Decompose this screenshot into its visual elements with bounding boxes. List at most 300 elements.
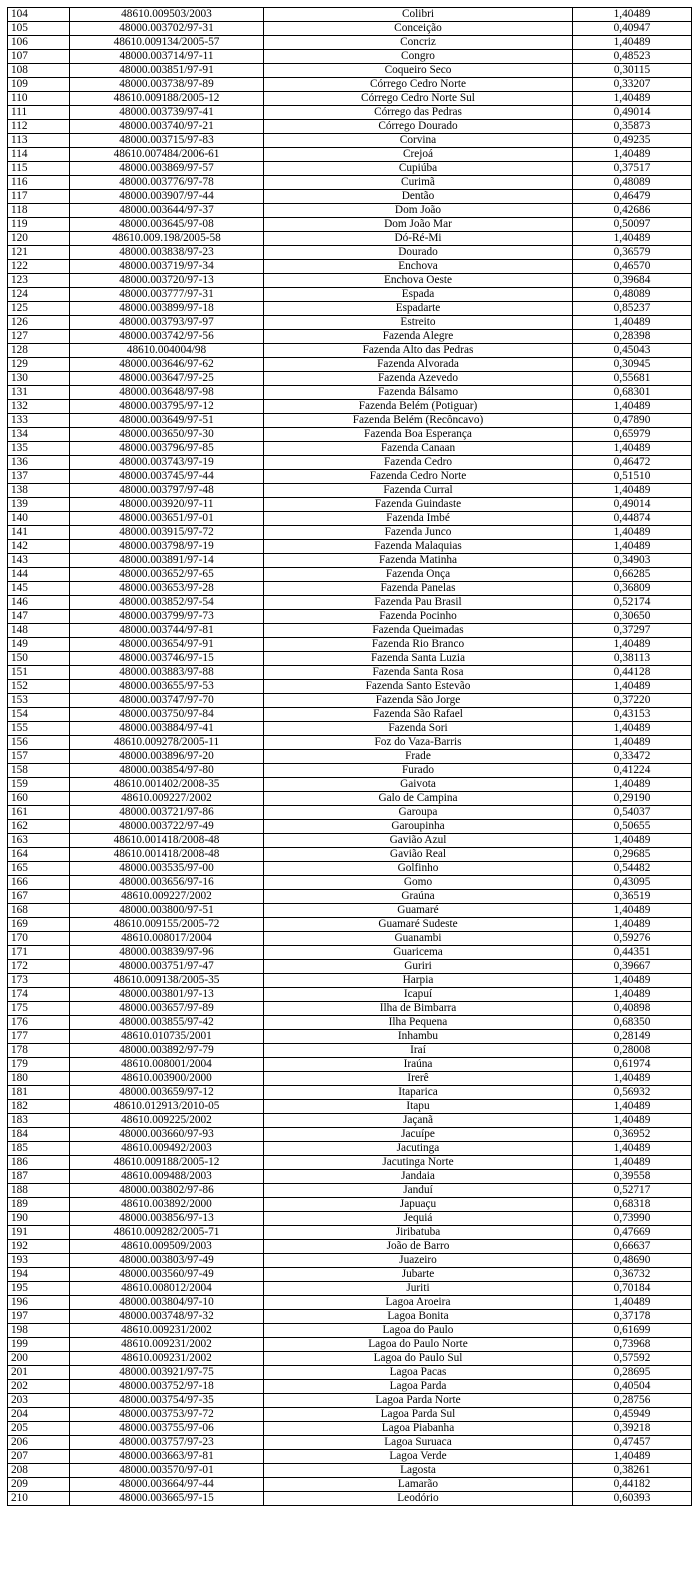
value-cell: 0,36732 [573, 1268, 692, 1282]
table-row [8, 1086, 692, 1100]
row-number-cell: 161 [8, 806, 70, 820]
field-name-cell: Estreito [264, 316, 573, 330]
field-name-cell: Conceição [264, 22, 573, 36]
field-name-cell: Fazenda Panelas [264, 582, 573, 596]
table-row [8, 1436, 692, 1450]
field-name-cell: Crejoá [264, 148, 573, 162]
row-number-cell: 113 [8, 134, 70, 148]
table-row [8, 694, 692, 708]
process-number-cell: 48000.003883/97-88 [70, 666, 264, 680]
value-cell: 1,40489 [573, 316, 692, 330]
row-number-cell: 205 [8, 1422, 70, 1436]
table-row [8, 176, 692, 190]
process-number-cell: 48610.009509/2003 [70, 1240, 264, 1254]
process-number-cell: 48000.003754/97-35 [70, 1394, 264, 1408]
field-name-cell: Córrego Cedro Norte [264, 78, 573, 92]
table-row [8, 890, 692, 904]
row-number-cell: 191 [8, 1226, 70, 1240]
row-number-cell: 131 [8, 386, 70, 400]
table-row [8, 708, 692, 722]
value-cell: 0,52717 [573, 1184, 692, 1198]
field-name-cell: Lagoa Suruaca [264, 1436, 573, 1450]
row-number-cell: 192 [8, 1240, 70, 1254]
table-row [8, 260, 692, 274]
process-number-cell: 48000.003777/97-31 [70, 288, 264, 302]
row-number-cell: 207 [8, 1450, 70, 1464]
field-name-cell: Japuaçu [264, 1198, 573, 1212]
field-name-cell: Lagosta [264, 1464, 573, 1478]
value-cell: 0,47890 [573, 414, 692, 428]
value-cell: 1,40489 [573, 904, 692, 918]
field-name-cell: Jacuípe [264, 1128, 573, 1142]
value-cell: 0,38261 [573, 1464, 692, 1478]
process-number-cell: 48000.003798/97-19 [70, 540, 264, 554]
table-row [8, 638, 692, 652]
process-number-cell: 48000.003738/97-89 [70, 78, 264, 92]
value-cell: 0,68318 [573, 1198, 692, 1212]
row-number-cell: 119 [8, 218, 70, 232]
table-row [8, 750, 692, 764]
value-cell: 0,73968 [573, 1338, 692, 1352]
table-row [8, 246, 692, 260]
field-name-cell: Janduí [264, 1184, 573, 1198]
row-number-cell: 188 [8, 1184, 70, 1198]
process-number-cell: 48610.009188/2005-12 [70, 1156, 264, 1170]
table-row [8, 456, 692, 470]
value-cell: 0,66637 [573, 1240, 692, 1254]
value-cell: 0,46479 [573, 190, 692, 204]
value-cell: 0,36579 [573, 246, 692, 260]
row-number-cell: 129 [8, 358, 70, 372]
value-cell: 0,41224 [573, 764, 692, 778]
field-name-cell: Iraí [264, 1044, 573, 1058]
process-number-cell: 48610.003900/2000 [70, 1072, 264, 1086]
field-name-cell: Garoupa [264, 806, 573, 820]
table-row [8, 680, 692, 694]
process-number-cell: 48000.003869/97-57 [70, 162, 264, 176]
row-number-cell: 170 [8, 932, 70, 946]
row-number-cell: 202 [8, 1380, 70, 1394]
field-name-cell: Frade [264, 750, 573, 764]
value-cell: 0,33472 [573, 750, 692, 764]
process-number-cell: 48610.009134/2005-57 [70, 36, 264, 50]
value-cell: 0,48089 [573, 176, 692, 190]
process-number-cell: 48000.003796/97-85 [70, 442, 264, 456]
table-row [8, 722, 692, 736]
table-row [8, 736, 692, 750]
value-cell: 0,44351 [573, 946, 692, 960]
row-number-cell: 204 [8, 1408, 70, 1422]
process-number-cell: 48000.003838/97-23 [70, 246, 264, 260]
process-number-cell: 48000.003665/97-15 [70, 1492, 264, 1506]
process-number-cell: 48000.003740/97-21 [70, 120, 264, 134]
table-row [8, 1282, 692, 1296]
table-row [8, 232, 692, 246]
row-number-cell: 209 [8, 1478, 70, 1492]
value-cell: 0,43153 [573, 708, 692, 722]
table-row [8, 8, 692, 22]
value-cell: 0,33207 [573, 78, 692, 92]
value-cell: 0,70184 [573, 1282, 692, 1296]
field-name-cell: Ilha Pequena [264, 1016, 573, 1030]
process-number-cell: 48610.008001/2004 [70, 1058, 264, 1072]
field-name-cell: Iraúna [264, 1058, 573, 1072]
table-row [8, 834, 692, 848]
field-name-cell: Gavião Real [264, 848, 573, 862]
process-number-cell: 48610.009227/2002 [70, 890, 264, 904]
row-number-cell: 145 [8, 582, 70, 596]
table-row [8, 1058, 692, 1072]
field-name-cell: Juazeiro [264, 1254, 573, 1268]
field-name-cell: Guanambi [264, 932, 573, 946]
process-number-cell: 48000.003652/97-65 [70, 568, 264, 582]
row-number-cell: 130 [8, 372, 70, 386]
table-row [8, 946, 692, 960]
value-cell: 1,40489 [573, 974, 692, 988]
value-cell: 0,61699 [573, 1324, 692, 1338]
field-name-cell: Dom João Mar [264, 218, 573, 232]
row-number-cell: 168 [8, 904, 70, 918]
process-number-cell: 48000.003646/97-62 [70, 358, 264, 372]
value-cell: 0,50097 [573, 218, 692, 232]
value-cell: 0,61974 [573, 1058, 692, 1072]
table-row [8, 442, 692, 456]
field-name-cell: Fazenda São Jorge [264, 694, 573, 708]
field-name-cell: Fazenda Matinha [264, 554, 573, 568]
value-cell: 0,54037 [573, 806, 692, 820]
table-row [8, 512, 692, 526]
field-name-cell: Lagoa Piabanha [264, 1422, 573, 1436]
process-number-cell: 48000.003715/97-83 [70, 134, 264, 148]
row-number-cell: 140 [8, 512, 70, 526]
value-cell: 0,40947 [573, 22, 692, 36]
process-number-cell: 48000.003745/97-44 [70, 470, 264, 484]
process-number-cell: 48610.008012/2004 [70, 1282, 264, 1296]
document-page [7, 7, 691, 1506]
process-number-cell: 48000.003795/97-12 [70, 400, 264, 414]
field-name-cell: Fazenda Alegre [264, 330, 573, 344]
field-name-cell: Enchova Oeste [264, 274, 573, 288]
process-number-cell: 48000.003702/97-31 [70, 22, 264, 36]
field-name-cell: Fazenda Queimadas [264, 624, 573, 638]
field-name-cell: Fazenda Junco [264, 526, 573, 540]
field-name-cell: Lamarão [264, 1478, 573, 1492]
table-row [8, 568, 692, 582]
process-number-cell: 48000.003644/97-37 [70, 204, 264, 218]
process-number-cell: 48000.003920/97-11 [70, 498, 264, 512]
value-cell: 1,40489 [573, 540, 692, 554]
row-number-cell: 201 [8, 1366, 70, 1380]
table-row [8, 610, 692, 624]
table-row [8, 1142, 692, 1156]
table-row [8, 974, 692, 988]
table-row [8, 1198, 692, 1212]
row-number-cell: 123 [8, 274, 70, 288]
row-number-cell: 197 [8, 1310, 70, 1324]
table-row [8, 1422, 692, 1436]
row-number-cell: 133 [8, 414, 70, 428]
table-row [8, 1002, 692, 1016]
row-number-cell: 139 [8, 498, 70, 512]
row-number-cell: 117 [8, 190, 70, 204]
row-number-cell: 183 [8, 1114, 70, 1128]
value-cell: 1,40489 [573, 526, 692, 540]
table-row [8, 582, 692, 596]
row-number-cell: 151 [8, 666, 70, 680]
table-row [8, 204, 692, 218]
process-number-cell: 48000.003802/97-86 [70, 1184, 264, 1198]
table-row [8, 302, 692, 316]
row-number-cell: 164 [8, 848, 70, 862]
table-row [8, 764, 692, 778]
field-name-cell: Lagoa do Paulo [264, 1324, 573, 1338]
field-name-cell: Foz do Vaza-Barris [264, 736, 573, 750]
field-name-cell: Furado [264, 764, 573, 778]
table-row [8, 1254, 692, 1268]
field-name-cell: Lagoa Parda Sul [264, 1408, 573, 1422]
field-name-cell: Dentão [264, 190, 573, 204]
value-cell: 1,40489 [573, 1156, 692, 1170]
value-cell: 0,56932 [573, 1086, 692, 1100]
process-number-cell: 48000.003743/97-19 [70, 456, 264, 470]
process-number-cell: 48000.003648/97-98 [70, 386, 264, 400]
row-number-cell: 190 [8, 1212, 70, 1226]
value-cell: 0,44874 [573, 512, 692, 526]
value-cell: 1,40489 [573, 442, 692, 456]
value-cell: 1,40489 [573, 834, 692, 848]
process-number-cell: 48610.009231/2002 [70, 1324, 264, 1338]
field-name-cell: Fazenda Imbé [264, 512, 573, 526]
table-row [8, 554, 692, 568]
row-number-cell: 116 [8, 176, 70, 190]
table-row [8, 1464, 692, 1478]
process-number-cell: 48000.003800/97-51 [70, 904, 264, 918]
table-row [8, 778, 692, 792]
field-name-cell: Jubarte [264, 1268, 573, 1282]
process-number-cell: 48000.003921/97-75 [70, 1366, 264, 1380]
process-number-cell: 48000.003747/97-70 [70, 694, 264, 708]
field-name-cell: Itapu [264, 1100, 573, 1114]
process-number-cell: 48000.003570/97-01 [70, 1464, 264, 1478]
process-number-cell: 48000.003753/97-72 [70, 1408, 264, 1422]
table-row [8, 1226, 692, 1240]
row-number-cell: 186 [8, 1156, 70, 1170]
row-number-cell: 196 [8, 1296, 70, 1310]
field-name-cell: Lagoa Pacas [264, 1366, 573, 1380]
process-number-cell: 48000.003721/97-86 [70, 806, 264, 820]
row-number-cell: 138 [8, 484, 70, 498]
value-cell: 1,40489 [573, 8, 692, 22]
field-name-cell: Jaçanã [264, 1114, 573, 1128]
value-cell: 0,28756 [573, 1394, 692, 1408]
field-name-cell: Fazenda Onça [264, 568, 573, 582]
value-cell: 0,28149 [573, 1030, 692, 1044]
value-cell: 1,40489 [573, 918, 692, 932]
process-number-cell: 48000.003751/97-47 [70, 960, 264, 974]
process-number-cell: 48000.003755/97-06 [70, 1422, 264, 1436]
table-row [8, 316, 692, 330]
row-number-cell: 206 [8, 1436, 70, 1450]
field-name-cell: Fazenda Santa Luzia [264, 652, 573, 666]
value-cell: 0,52174 [573, 596, 692, 610]
field-name-cell: Córrego Cedro Norte Sul [264, 92, 573, 106]
process-number-cell: 48000.003803/97-49 [70, 1254, 264, 1268]
process-number-cell: 48000.003659/97-12 [70, 1086, 264, 1100]
process-number-cell: 48610.009155/2005-72 [70, 918, 264, 932]
table-row [8, 470, 692, 484]
row-number-cell: 149 [8, 638, 70, 652]
value-cell: 0,40504 [573, 1380, 692, 1394]
table-row [8, 274, 692, 288]
fields-table-body [8, 8, 692, 1506]
value-cell: 0,39667 [573, 960, 692, 974]
row-number-cell: 152 [8, 680, 70, 694]
value-cell: 1,40489 [573, 1296, 692, 1310]
table-row [8, 218, 692, 232]
field-name-cell: Colibri [264, 8, 573, 22]
value-cell: 0,68301 [573, 386, 692, 400]
process-number-cell: 48610.001418/2008-48 [70, 834, 264, 848]
field-name-cell: Guaricema [264, 946, 573, 960]
value-cell: 1,40489 [573, 722, 692, 736]
row-number-cell: 121 [8, 246, 70, 260]
row-number-cell: 120 [8, 232, 70, 246]
table-row [8, 372, 692, 386]
process-number-cell: 48000.003653/97-28 [70, 582, 264, 596]
process-number-cell: 48000.003654/97-91 [70, 638, 264, 652]
value-cell: 0,39218 [573, 1422, 692, 1436]
row-number-cell: 172 [8, 960, 70, 974]
table-row [8, 162, 692, 176]
row-number-cell: 193 [8, 1254, 70, 1268]
table-row [8, 358, 692, 372]
process-number-cell: 48000.003656/97-16 [70, 876, 264, 890]
table-row [8, 1100, 692, 1114]
process-number-cell: 48610.004004/98 [70, 344, 264, 358]
process-number-cell: 48610.009282/2005-71 [70, 1226, 264, 1240]
field-name-cell: Fazenda Pocinho [264, 610, 573, 624]
process-number-cell: 48610.009231/2002 [70, 1352, 264, 1366]
process-number-cell: 48000.003752/97-18 [70, 1380, 264, 1394]
row-number-cell: 176 [8, 1016, 70, 1030]
field-name-cell: Fazenda São Rafael [264, 708, 573, 722]
table-row [8, 1338, 692, 1352]
table-row [8, 36, 692, 50]
table-row [8, 904, 692, 918]
field-name-cell: Dó-Ré-Mi [264, 232, 573, 246]
value-cell: 0,45949 [573, 1408, 692, 1422]
field-name-cell: Fazenda Sori [264, 722, 573, 736]
row-number-cell: 187 [8, 1170, 70, 1184]
process-number-cell: 48000.003660/97-93 [70, 1128, 264, 1142]
table-row [8, 918, 692, 932]
table-row [8, 820, 692, 834]
value-cell: 0,36952 [573, 1128, 692, 1142]
value-cell: 1,40489 [573, 1450, 692, 1464]
field-name-cell: Fazenda Belém (Recôncavo) [264, 414, 573, 428]
table-row [8, 148, 692, 162]
process-number-cell: 48000.003647/97-25 [70, 372, 264, 386]
value-cell: 0,46570 [573, 260, 692, 274]
row-number-cell: 174 [8, 988, 70, 1002]
field-name-cell: Fazenda Boa Esperança [264, 428, 573, 442]
value-cell: 0,29190 [573, 792, 692, 806]
value-cell: 1,40489 [573, 680, 692, 694]
row-number-cell: 198 [8, 1324, 70, 1338]
value-cell: 0,36809 [573, 582, 692, 596]
field-name-cell: Lagoa Bonita [264, 1310, 573, 1324]
field-name-cell: Fazenda Bálsamo [264, 386, 573, 400]
field-name-cell: Fazenda Santo Estevão [264, 680, 573, 694]
field-name-cell: Coqueiro Seco [264, 64, 573, 78]
process-number-cell: 48000.003899/97-18 [70, 302, 264, 316]
value-cell: 1,40489 [573, 778, 692, 792]
process-number-cell: 48000.003851/97-91 [70, 64, 264, 78]
row-number-cell: 178 [8, 1044, 70, 1058]
value-cell: 1,40489 [573, 484, 692, 498]
value-cell: 0,48089 [573, 288, 692, 302]
row-number-cell: 153 [8, 694, 70, 708]
process-number-cell: 48000.003915/97-72 [70, 526, 264, 540]
table-row [8, 932, 692, 946]
table-row [8, 1268, 692, 1282]
value-cell: 1,40489 [573, 92, 692, 106]
row-number-cell: 107 [8, 50, 70, 64]
value-cell: 1,40489 [573, 1072, 692, 1086]
field-name-cell: Córrego das Pedras [264, 106, 573, 120]
row-number-cell: 210 [8, 1492, 70, 1506]
field-name-cell: Itaparica [264, 1086, 573, 1100]
field-name-cell: Fazenda Alto das Pedras [264, 344, 573, 358]
table-row [8, 498, 692, 512]
row-number-cell: 169 [8, 918, 70, 932]
row-number-cell: 166 [8, 876, 70, 890]
process-number-cell: 48000.003891/97-14 [70, 554, 264, 568]
value-cell: 0,30945 [573, 358, 692, 372]
process-number-cell: 48000.003757/97-23 [70, 1436, 264, 1450]
table-row [8, 1380, 692, 1394]
value-cell: 0,48523 [573, 50, 692, 64]
row-number-cell: 126 [8, 316, 70, 330]
value-cell: 0,44182 [573, 1478, 692, 1492]
row-number-cell: 199 [8, 1338, 70, 1352]
value-cell: 0,36519 [573, 890, 692, 904]
row-number-cell: 160 [8, 792, 70, 806]
table-row [8, 50, 692, 64]
process-number-cell: 48000.003649/97-51 [70, 414, 264, 428]
field-name-cell: Guamaré Sudeste [264, 918, 573, 932]
field-name-cell: Galo de Campina [264, 792, 573, 806]
field-name-cell: Jandaia [264, 1170, 573, 1184]
field-name-cell: Fazenda Cedro Norte [264, 470, 573, 484]
table-row [8, 288, 692, 302]
row-number-cell: 105 [8, 22, 70, 36]
process-number-cell: 48000.003746/97-15 [70, 652, 264, 666]
process-number-cell: 48000.003742/97-56 [70, 330, 264, 344]
row-number-cell: 118 [8, 204, 70, 218]
value-cell: 0,73990 [573, 1212, 692, 1226]
field-name-cell: Gavião Azul [264, 834, 573, 848]
table-row [8, 1156, 692, 1170]
value-cell: 1,40489 [573, 988, 692, 1002]
field-name-cell: Guamaré [264, 904, 573, 918]
row-number-cell: 150 [8, 652, 70, 666]
field-name-cell: Curimã [264, 176, 573, 190]
process-number-cell: 48610.009225/2002 [70, 1114, 264, 1128]
row-number-cell: 163 [8, 834, 70, 848]
value-cell: 0,46472 [573, 456, 692, 470]
field-name-cell: Fazenda Pau Brasil [264, 596, 573, 610]
